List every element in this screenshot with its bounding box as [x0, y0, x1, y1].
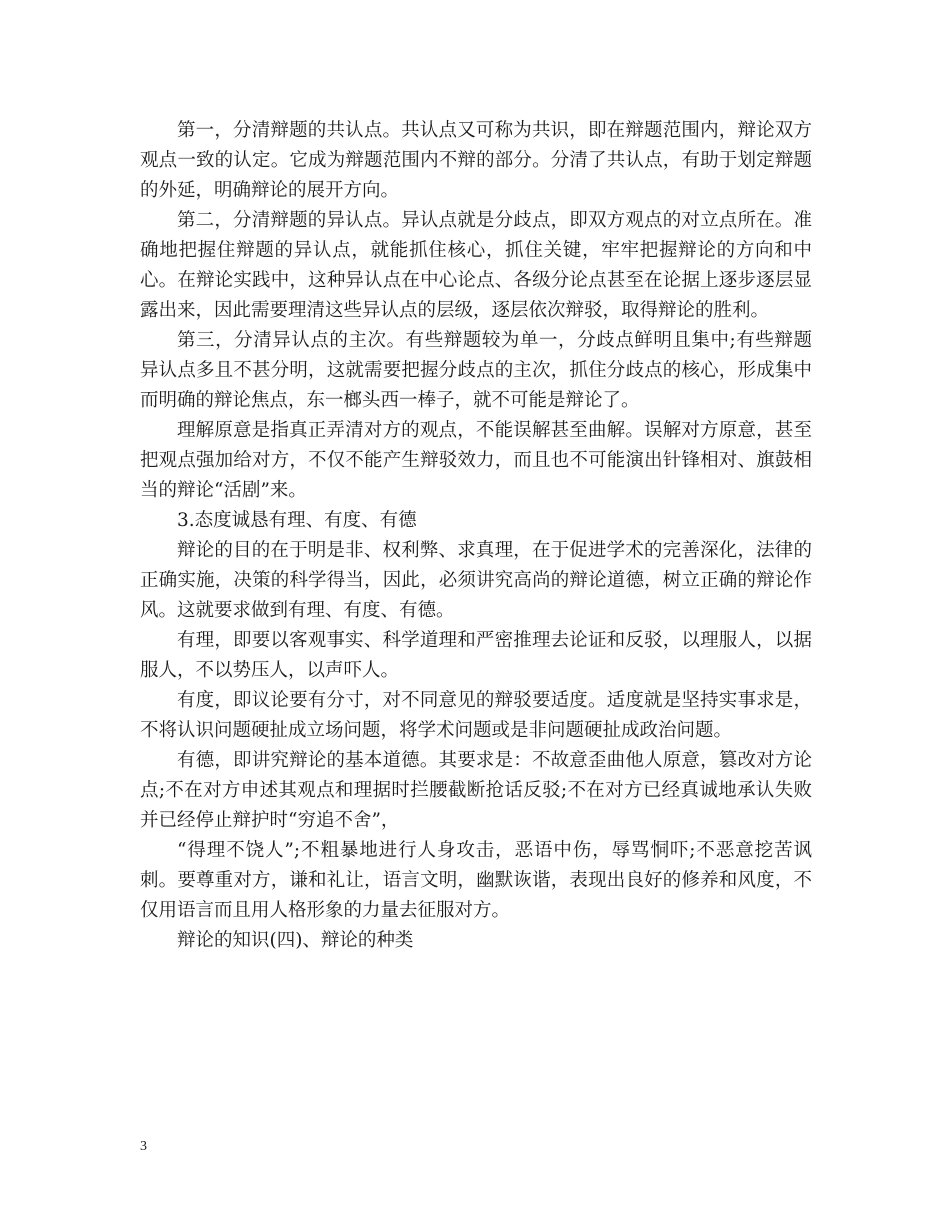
paragraph-understand-intent: 理解原意是指真正弄清对方的观点，不能误解甚至曲解。误解对方原意，甚至把观点强加给对方，不仅不能产生辩驳效力，而且也不可能演出针锋相对、旗鼓相当的辩论“活剧”来。: [140, 420, 812, 501]
paragraph-ethics-continued: “得理不饶人”;不粗暴地进行人身攻击，恶语中伤，辱骂恫吓;不恶意挖苦讽刺。要尊重对方，谦和礼让，语言文明，幽默诙谐，表现出良好的修养和风度，不仅用语言而且用人格形象的力量去征服对方。: [140, 840, 812, 921]
page-number: 3: [140, 1139, 147, 1154]
section-heading-attitude: 3.态度诚恳有理、有度、有德: [177, 510, 417, 531]
paragraph-primary-secondary: 第三，分清异认点的主次。有些辩题较为单一，分歧点鲜明且集中;有些辩题异认点多且不甚分明，这就需要把握分歧点的主次，抓住分歧点的核心，形成集中而明确的辩论焦点，东一榔头西一棒子，就不可能是辩论了。: [140, 330, 812, 411]
paragraph-moderation: 有度，即议论要有分寸，对不同意见的辩驳要适度。适度就是坚持实事求是，不将认识问题硬扯成立场问题，将学术问题或是非问题硬扯成政治问题。: [140, 690, 812, 741]
paragraph-reason: 有理，即要以客观事实、科学道理和严密推理去论证和反驳，以理服人，以据服人，不以势压人，以声吓人。: [140, 630, 812, 681]
section-heading-debate-types: 辩论的知识(四)、辩论的种类: [177, 930, 414, 951]
paragraph-ethics: 有德，即讲究辩论的基本道德。其要求是：不故意歪曲他人原意，篡改对方论点;不在对方申述其观点和理据时拦腰截断抢话反驳;不在对方已经真诚地承认失败并已经停止辩护时“穷追不舍”，: [140, 750, 812, 831]
paragraph-common-ground: 第一，分清辩题的共认点。共认点又可称为共识，即在辩题范围内，辩论双方观点一致的认定。它成为辩题范围内不辩的部分。分清了共认点，有助于划定辩题的外延，明确辩论的展开方向。: [140, 120, 812, 201]
document-body: [140, 116, 812, 956]
paragraph-points-of-difference: 第二，分清辩题的异认点。异认点就是分歧点，即双方观点的对立点所在。准确地把握住辩题的异认点，就能抓住核心，抓住关键，牢牢把握辩论的方向和中心。在辩论实践中，这种异认点在中心论点、各级分论点甚至在论据上逐步逐层显露出来，因此需要理清这些异认点的层级，逐层依次辩驳，取得辩论的胜利。: [140, 210, 812, 321]
paragraph-debate-purpose: 辩论的目的在于明是非、权利弊、求真理，在于促进学术的完善深化，法律的正确实施，决策的科学得当，因此，必须讲究高尚的辩论道德，树立正确的辩论作风。这就要求做到有理、有度、有德。: [140, 540, 812, 621]
